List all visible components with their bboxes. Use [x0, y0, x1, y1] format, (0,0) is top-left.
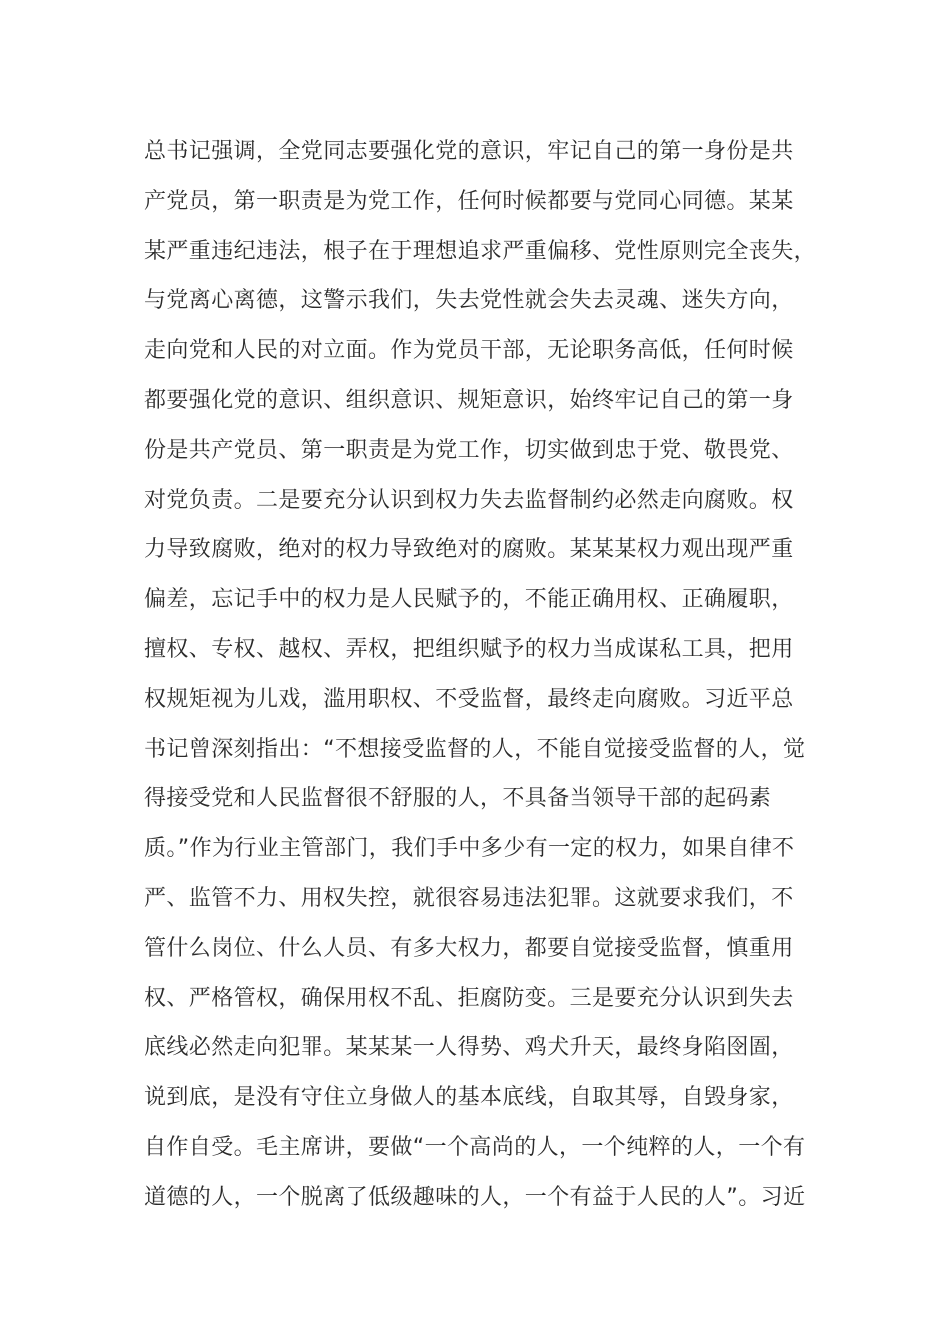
text-line: 走向党和人民的对立面。作为党员干部，无论职务高低，任何时候 — [144, 338, 794, 364]
text-line: 严、监管不力、用权失控，就很容易违法犯罪。这就要求我们，不 — [144, 885, 794, 911]
text-line: 某严重违纪违法，根子在于理想追求严重偏移、党性原则完全丧失， — [144, 238, 817, 264]
text-line: 擅权、专权、越权、弄权，把组织赋予的权力当成谋私工具，把用 — [144, 636, 794, 662]
text-line: 底线必然走向犯罪。某某某一人得势、鸡犬升天，最终身陷囹圄， — [144, 1035, 794, 1061]
text-line: 书记曾深刻指出：“不想接受监督的人，不能自觉接受监督的人，觉 — [144, 736, 806, 762]
text-line: 偏差，忘记手中的权力是人民赋予的，不能正确用权、正确履职， — [144, 587, 794, 613]
text-line: 权规矩视为儿戏，滥用职权、不受监督，最终走向腐败。习近平总 — [144, 686, 794, 712]
text-line: 说到底，是没有守住立身做人的基本底线，自取其辱，自毁身家， — [144, 1085, 794, 1111]
text-line: 力导致腐败，绝对的权力导致绝对的腐败。某某某权力观出现严重 — [144, 537, 794, 563]
text-line: 份是共产党员、第一职责是为党工作，切实做到忠于党、敬畏党、 — [144, 437, 794, 463]
text-line: 质。”作为行业主管部门，我们手中多少有一定的权力，如果自律不 — [144, 836, 795, 862]
text-line: 产党员，第一职责是为党工作，任何时候都要与党同心同德。某某 — [144, 188, 794, 214]
text-line: 道德的人，一个脱离了低级趣味的人，一个有益于人民的人”。习近 — [144, 1184, 806, 1210]
text-line: 都要强化党的意识、组织意识、规矩意识，始终牢记自己的第一身 — [144, 387, 794, 413]
text-line: 自作自受。毛主席讲，要做“一个高尚的人，一个纯粹的人，一个有 — [144, 1134, 806, 1160]
body-text — [144, 127, 816, 1223]
text-line: 得接受党和人民监督很不舒服的人，不具备当领导干部的起码素 — [144, 786, 772, 812]
text-line: 管什么岗位、什么人员、有多大权力，都要自觉接受监督，慎重用 — [144, 935, 794, 961]
text-line: 权、严格管权，确保用权不乱、拒腐防变。三是要充分认识到失去 — [144, 985, 794, 1011]
text-line: 总书记强调，全党同志要强化党的意识，牢记自己的第一身份是共 — [144, 139, 794, 164]
text-line: 对党负责。二是要充分认识到权力失去监督制约必然走向腐败。权 — [144, 487, 794, 513]
text-line: 与党离心离德，这警示我们，失去党性就会失去灵魂、迷失方向， — [144, 288, 794, 314]
